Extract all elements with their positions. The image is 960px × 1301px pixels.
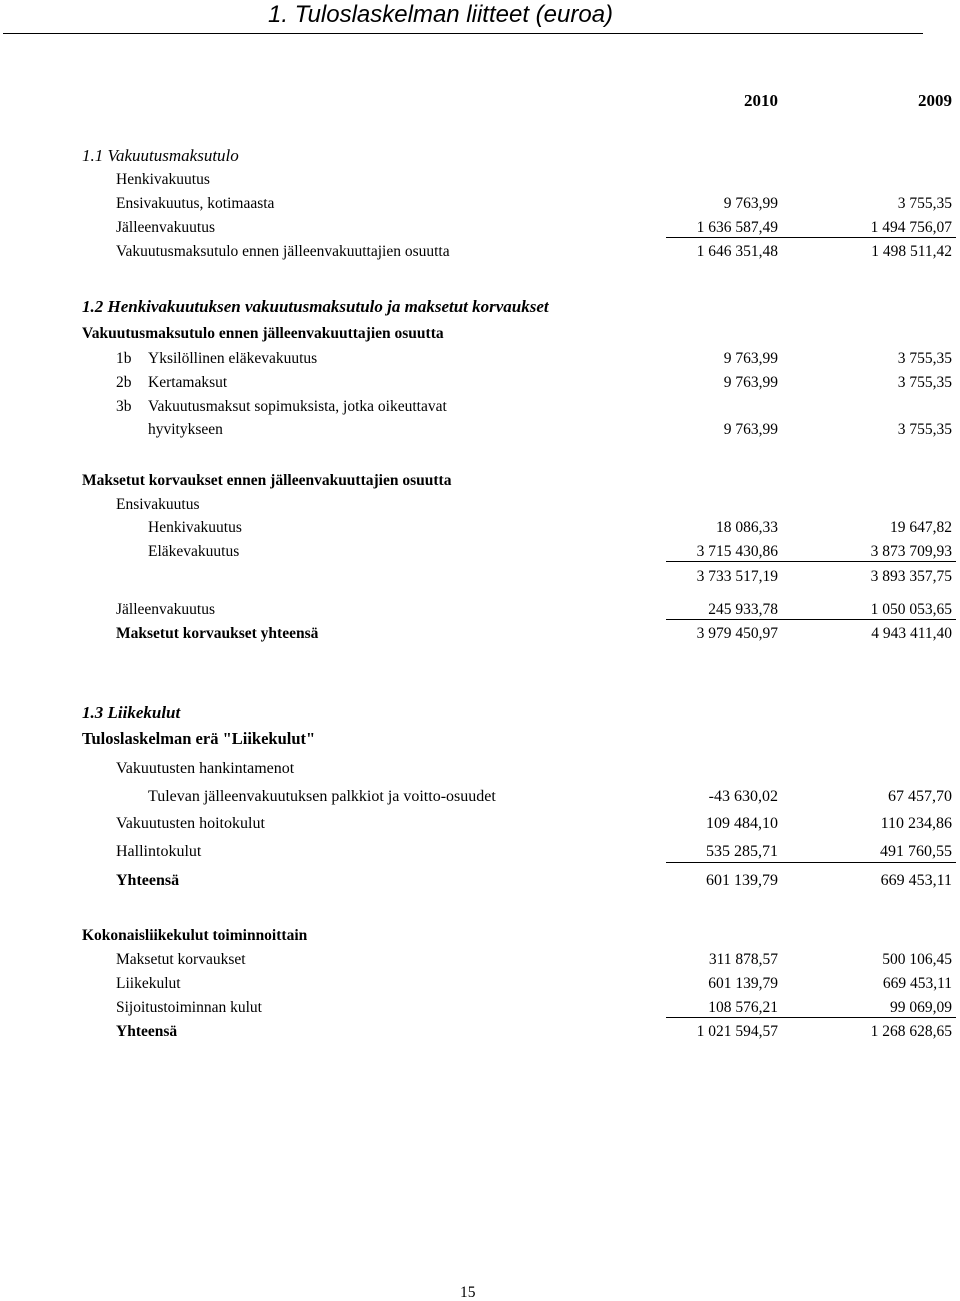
sum-rule: [666, 619, 956, 620]
subheading-maksetut-korvaukset: Maksetut korvaukset ennen jälleenvakuuttajien osuutta: [82, 472, 452, 489]
row-value-2009: 1 498 511,42: [871, 243, 952, 260]
total-label: Maksetut korvaukset yhteensä: [116, 625, 319, 642]
row-code: 1b: [116, 350, 132, 367]
row-value-2009: 3 755,35: [897, 195, 952, 212]
row-value-2010: 108 576,21: [708, 999, 778, 1016]
sum-rule: [666, 862, 956, 863]
row-label-continued: hyvitykseen: [148, 421, 223, 438]
row-code: 2b: [116, 374, 132, 391]
row-value-2009: 3 755,35: [897, 350, 952, 367]
row-value-2009: 500 106,45: [882, 951, 952, 968]
group-ensivakuutus: Ensivakuutus: [116, 496, 200, 513]
row-value-2010: 9 763,99: [723, 374, 778, 391]
row-value-2009: 491 760,55: [880, 843, 952, 860]
page-title: 1. Tuloslaskelman liitteet (euroa): [268, 1, 614, 28]
row-label: Tulevan jälleenvakuutuksen palkkiot ja voitto-osuudet: [148, 788, 496, 805]
row-value-2009: 1 494 756,07: [870, 219, 952, 236]
row-value-2009: 67 457,70: [888, 788, 952, 805]
row-value-2009: 3 873 709,93: [870, 543, 952, 560]
row-value-2009: 19 647,82: [890, 519, 952, 536]
section-1-1-heading: 1.1 Vakuutusmaksutulo: [82, 146, 239, 165]
row-label: Maksetut korvaukset: [116, 951, 246, 968]
title-rule: [3, 33, 923, 34]
row-label: Vakuutusmaksut sopimuksista, jotka oikeuttavat: [148, 398, 447, 415]
row-value-2009: 1 050 053,65: [870, 601, 952, 618]
row-value-2010: 3 715 430,86: [696, 543, 778, 560]
subheading-kokonaisliikekulut: Kokonaisliikekulut toiminnoittain: [82, 927, 308, 944]
sum-rule: [666, 1017, 956, 1018]
row-code: 3b: [116, 398, 132, 415]
row-value-2010: 9 763,99: [723, 195, 778, 212]
row-value-2009: 3 755,35: [897, 374, 952, 391]
total-value-2009: 4 943 411,40: [871, 625, 952, 642]
row-value-2010: -43 630,02: [708, 788, 778, 805]
row-value-2009: 110 234,86: [880, 815, 952, 832]
sum-rule: [666, 561, 956, 562]
row-label: Yksilöllinen eläkevakuutus: [148, 350, 318, 367]
row-value-2009: 99 069,09: [890, 999, 952, 1016]
row-label: Vakuutusmaksutulo ennen jälleenvakuuttajien osuutta: [116, 243, 450, 260]
subheading-vakuutusmaksutulo: Vakuutusmaksutulo ennen jälleenvakuuttajien osuutta: [82, 325, 444, 342]
row-label: Henkivakuutus: [148, 519, 242, 536]
row-label: Jälleenvakuutus: [116, 601, 216, 618]
total-value-2010: 601 139,79: [706, 872, 778, 889]
total-value-2009: 1 268 628,65: [870, 1023, 952, 1040]
row-value-2010: 311 878,57: [708, 951, 778, 968]
sum-rule: [666, 237, 956, 238]
section-1-3-heading: 1.3 Liikekulut: [82, 703, 181, 722]
group-hankintamenot: Vakuutusten hankintamenot: [116, 760, 295, 777]
row-value-2010: 9 763,99: [723, 350, 778, 367]
group-henkivakuutus: Henkivakuutus: [116, 171, 210, 188]
subtotal-value-2009: 3 893 357,75: [870, 568, 952, 585]
total-label: Yhteensä: [116, 1023, 178, 1040]
row-label: Kertamaksut: [148, 374, 228, 391]
row-value-2010: 1 636 587,49: [696, 219, 778, 236]
row-label: Hallintokulut: [116, 843, 202, 860]
row-label: Vakuutusten hoitokulut: [116, 815, 265, 832]
row-value-2010: 601 139,79: [708, 975, 778, 992]
row-value-2010: 109 484,10: [706, 815, 778, 832]
row-value-2010: 535 285,71: [706, 843, 778, 860]
total-label: Yhteensä: [116, 872, 180, 889]
subheading-liikekulut: Tuloslaskelman erä "Liikekulut": [82, 729, 316, 748]
row-value-2010: 1 646 351,48: [696, 243, 778, 260]
row-value-2009: 3 755,35: [897, 421, 952, 438]
year-2009-header: 2009: [918, 91, 952, 110]
total-value-2010: 3 979 450,97: [696, 625, 778, 642]
total-value-2010: 1 021 594,57: [696, 1023, 778, 1040]
row-label: Sijoitustoiminnan kulut: [116, 999, 262, 1016]
row-value-2010: 245 933,78: [708, 601, 778, 618]
year-2010-header: 2010: [744, 91, 778, 110]
page-number: 15: [460, 1284, 476, 1301]
row-label: Eläkevakuutus: [148, 543, 240, 560]
row-label: Liikekulut: [116, 975, 181, 992]
subtotal-value-2010: 3 733 517,19: [696, 568, 778, 585]
row-label: Jälleenvakuutus: [116, 219, 216, 236]
row-value-2010: 18 086,33: [716, 519, 778, 536]
total-value-2009: 669 453,11: [880, 872, 952, 889]
section-1-2-heading: 1.2 Henkivakuutuksen vakuutusmaksutulo ja maksetut korvaukset: [82, 297, 549, 316]
row-label: Ensivakuutus, kotimaasta: [116, 195, 275, 212]
row-value-2010: 9 763,99: [723, 421, 778, 438]
row-value-2009: 669 453,11: [882, 975, 952, 992]
